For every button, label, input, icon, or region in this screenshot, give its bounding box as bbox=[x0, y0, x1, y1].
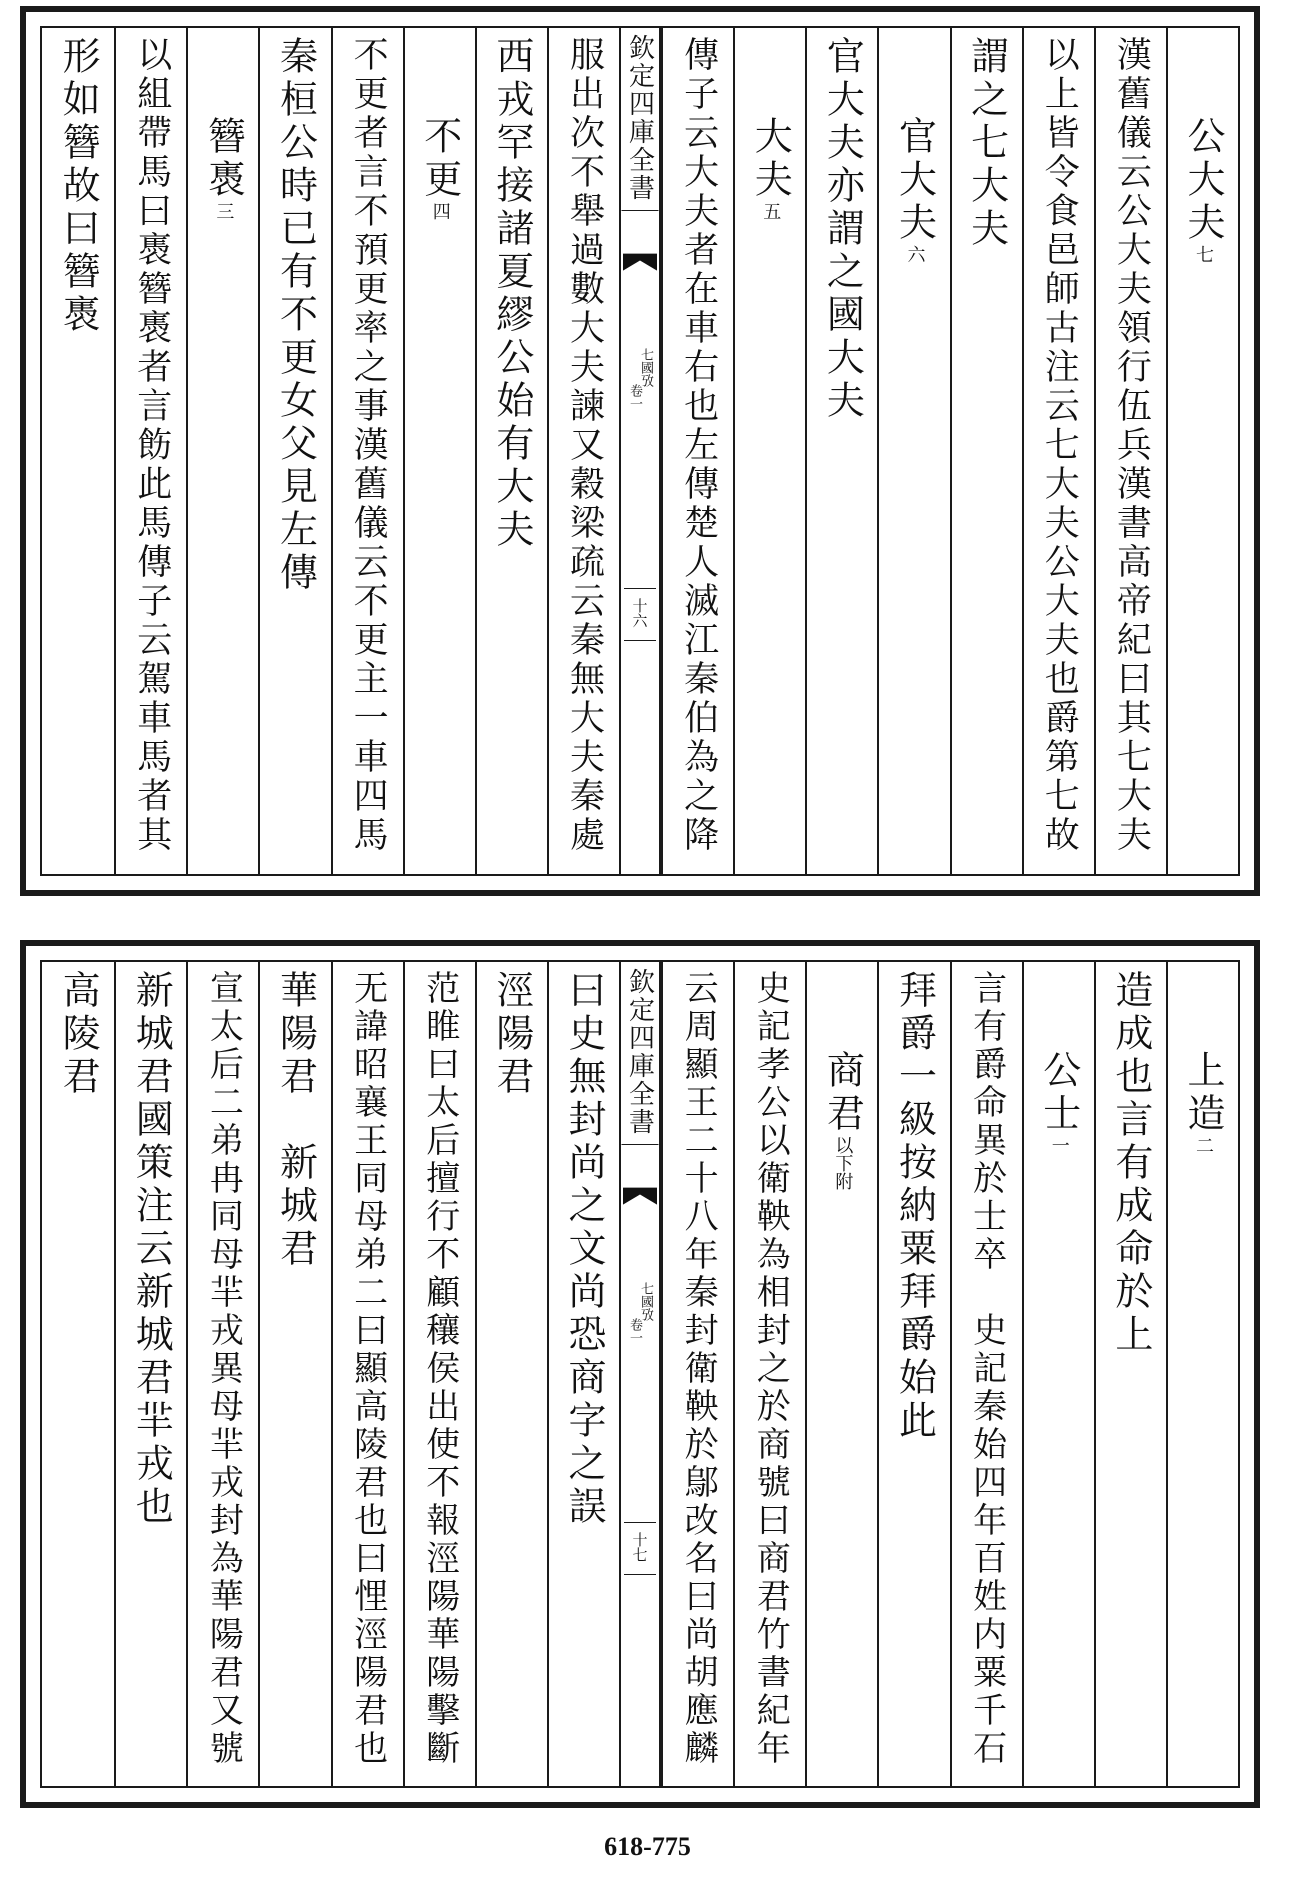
gutter-rule bbox=[624, 1574, 656, 1575]
column-main-text: 涇陽君 bbox=[489, 970, 534, 1099]
text-column bbox=[547, 962, 619, 1786]
column-text bbox=[489, 36, 534, 552]
column-text bbox=[750, 970, 791, 1768]
column-main-text: 公士 bbox=[1036, 1050, 1081, 1136]
column-main-text: 官大夫 bbox=[892, 116, 937, 245]
rank-number: 六 bbox=[904, 245, 926, 263]
bottom-page-frame bbox=[40, 960, 1240, 1788]
fish-tail-mark-icon bbox=[623, 1184, 657, 1210]
text-column bbox=[1166, 28, 1238, 874]
fish-tail-mark-icon bbox=[623, 250, 657, 276]
column-main-text: 傳子云大夫者在車右也左傳楚人滅江秦伯為之降 bbox=[678, 36, 719, 855]
text-column bbox=[403, 28, 475, 874]
column-text bbox=[820, 36, 865, 423]
text-column bbox=[186, 28, 258, 874]
text-column bbox=[475, 962, 547, 1786]
text-column bbox=[950, 962, 1022, 1786]
column-text bbox=[129, 970, 174, 1529]
library-label: 欽定四庫全書 bbox=[622, 968, 659, 1145]
column-text bbox=[564, 36, 605, 855]
rank-number: 以下附 bbox=[832, 1136, 854, 1190]
column-main-text: 簪褭 bbox=[201, 116, 246, 202]
column-text bbox=[1108, 970, 1153, 1357]
column-text bbox=[203, 970, 244, 1768]
gutter-title: 七國攷 bbox=[638, 1282, 653, 1321]
column-text bbox=[273, 36, 318, 595]
text-column bbox=[877, 28, 949, 874]
column-text bbox=[1180, 1050, 1225, 1154]
text-column bbox=[805, 962, 877, 1786]
column-main-text: 服出次不舉過數大夫諫又穀梁疏云秦無大夫秦處 bbox=[564, 36, 605, 855]
column-text bbox=[489, 970, 534, 1099]
column-main-text: 謂之七大夫 bbox=[964, 36, 1009, 251]
column-main-text: 造成也言有成命於上 bbox=[1108, 970, 1153, 1357]
text-column bbox=[1166, 962, 1238, 1786]
text-column bbox=[114, 962, 186, 1786]
column-main-text: 官大夫亦謂之國大夫 bbox=[820, 36, 865, 423]
column-text bbox=[348, 36, 389, 855]
column-main-text: 商君 bbox=[820, 1050, 865, 1136]
gutter-rule bbox=[624, 588, 656, 589]
top-page-frame bbox=[40, 26, 1240, 876]
column-text bbox=[892, 970, 937, 1443]
text-column bbox=[475, 28, 547, 874]
column-text bbox=[1111, 36, 1152, 855]
gutter-volume: 卷一 bbox=[627, 384, 642, 410]
text-column bbox=[186, 962, 258, 1786]
page-gutter bbox=[619, 28, 661, 874]
text-column bbox=[547, 28, 619, 874]
column-main-text: 曰史無封尚之文尚恐商字之誤 bbox=[561, 970, 606, 1529]
column-main-text: 拜爵一級按納粟拜爵始此 bbox=[892, 970, 937, 1443]
rank-number: 四 bbox=[429, 202, 451, 220]
page-number: 十七 bbox=[630, 1532, 649, 1562]
text-column bbox=[661, 962, 733, 1786]
column-main-text: 宣太后二弟冉同母羋戎異母羋戎封為華陽君又號 bbox=[203, 970, 244, 1768]
column-main-text: 華陽君 新城君 bbox=[273, 970, 318, 1271]
column-main-text: 西戎罕接諸夏繆公始有大夫 bbox=[489, 36, 534, 552]
gutter-rule bbox=[624, 640, 656, 641]
column-main-text: 漢舊儀云公大夫領行伍兵漢書高帝紀曰其七大夫 bbox=[1111, 36, 1152, 855]
text-column bbox=[950, 28, 1022, 874]
rank-number: 一 bbox=[1048, 1136, 1070, 1154]
text-column bbox=[331, 28, 403, 874]
column-text bbox=[966, 970, 1007, 1768]
catalog-number: 618-775 bbox=[604, 1832, 691, 1861]
column-text bbox=[892, 116, 937, 263]
column-main-text: 上造 bbox=[1180, 1050, 1225, 1136]
text-column bbox=[661, 28, 733, 874]
column-main-text: 无諱昭襄王同母弟二曰顯高陵君也曰悝涇陽君也 bbox=[347, 970, 388, 1768]
column-main-text: 云周顯王二十八年秦封衛鞅於鄔改名曰尚胡應麟 bbox=[678, 970, 719, 1768]
column-text bbox=[201, 116, 246, 220]
gutter-title: 七國攷 bbox=[638, 348, 653, 387]
top-page bbox=[20, 6, 1260, 896]
column-main-text: 大夫 bbox=[748, 116, 793, 202]
column-text bbox=[820, 1050, 865, 1190]
column-text bbox=[1036, 1050, 1081, 1154]
gutter-volume: 卷一 bbox=[627, 1318, 642, 1344]
text-column bbox=[403, 962, 475, 1786]
text-column bbox=[877, 962, 949, 1786]
text-column bbox=[805, 28, 877, 874]
rank-number: 三 bbox=[213, 202, 235, 220]
column-main-text: 不更者言不預更率之事漢舊儀云不更主一車四馬 bbox=[348, 36, 389, 855]
text-column bbox=[258, 962, 330, 1786]
library-label: 欽定四庫全書 bbox=[622, 34, 659, 211]
column-text bbox=[678, 36, 719, 855]
text-column bbox=[1022, 28, 1094, 874]
rank-number: 七 bbox=[1192, 245, 1214, 263]
column-main-text: 公大夫 bbox=[1180, 116, 1225, 245]
text-column bbox=[1094, 28, 1166, 874]
rank-number: 二 bbox=[1192, 1136, 1214, 1154]
column-text bbox=[748, 116, 793, 220]
column-text bbox=[56, 970, 101, 1099]
column-text bbox=[419, 970, 460, 1768]
column-main-text: 言有爵命異於士卒 史記秦始四年百姓内粟千石 bbox=[966, 970, 1007, 1768]
column-text bbox=[131, 36, 172, 855]
page-number: 十六 bbox=[630, 598, 649, 628]
text-column bbox=[733, 962, 805, 1786]
column-text bbox=[347, 970, 388, 1768]
column-text bbox=[1180, 116, 1225, 263]
column-main-text: 以上皆令食邑師古注云七大夫公大夫也爵第七故 bbox=[1039, 36, 1080, 855]
column-text bbox=[417, 116, 462, 220]
text-column bbox=[258, 28, 330, 874]
column-main-text: 新城君國策注云新城君羋戎也 bbox=[129, 970, 174, 1529]
column-main-text: 不更 bbox=[417, 116, 462, 202]
column-main-text: 范睢曰太后擅行不顧穰侯出使不報涇陽華陽擊斷 bbox=[419, 970, 460, 1768]
gutter-rule bbox=[624, 1522, 656, 1523]
text-column bbox=[42, 28, 114, 874]
text-column bbox=[1022, 962, 1094, 1786]
column-main-text: 以組帶馬曰褭簪褭者言飭此馬傳子云駕車馬者其 bbox=[131, 36, 172, 855]
column-text bbox=[678, 970, 719, 1768]
text-column bbox=[42, 962, 114, 1786]
column-main-text: 高陵君 bbox=[56, 970, 101, 1099]
column-main-text: 史記孝公以衛鞅為相封之於商號曰商君竹書紀年 bbox=[750, 970, 791, 1768]
column-text bbox=[56, 36, 101, 337]
column-text bbox=[1039, 36, 1080, 855]
column-main-text: 秦桓公時已有不更女父見左傳 bbox=[273, 36, 318, 595]
column-text bbox=[561, 970, 606, 1529]
text-column bbox=[733, 28, 805, 874]
page-gutter bbox=[619, 962, 661, 1786]
text-column bbox=[331, 962, 403, 1786]
bottom-page bbox=[20, 940, 1260, 1808]
text-column bbox=[114, 28, 186, 874]
column-text bbox=[964, 36, 1009, 251]
column-text bbox=[273, 970, 318, 1271]
rank-number: 五 bbox=[760, 202, 782, 220]
column-main-text: 形如簪故曰簪褭 bbox=[56, 36, 101, 337]
text-column bbox=[1094, 962, 1166, 1786]
